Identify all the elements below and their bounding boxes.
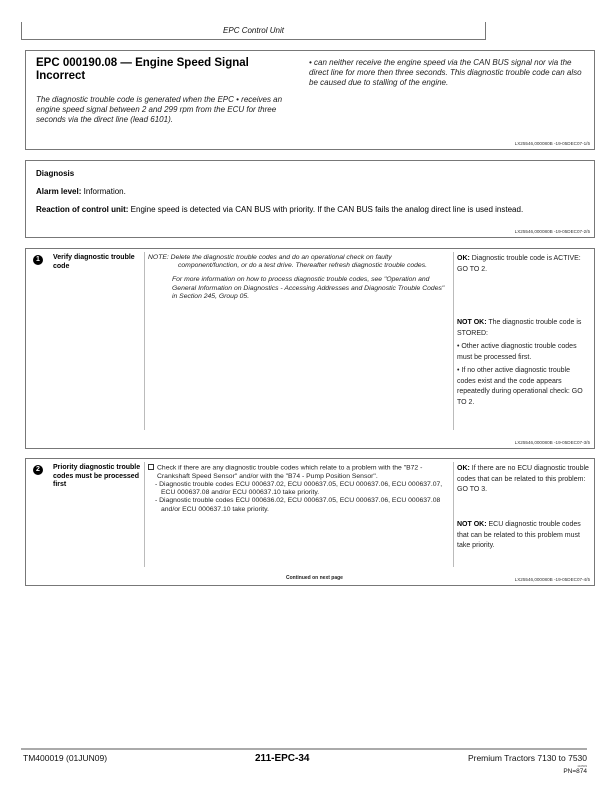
step-1-box <box>25 248 595 449</box>
column-divider <box>144 252 145 430</box>
diagnosis-box <box>25 160 595 238</box>
not-ok-bullet: • If no other active diagnostic trouble codes exist and the code appears repeatedly during operational check: GO TO 2. <box>457 367 583 406</box>
continued-notice: Continued on next page <box>286 575 343 581</box>
footer-page-number: 211-EPC-34 <box>255 753 310 764</box>
note-more-info: For more information on how to process diagnostic trouble codes, see "Operation and General Information on Diagnostics - Accessing Addresses and Diagnostic Trouble Codes" in Section 245, Group 05. <box>172 276 445 300</box>
check-item <box>148 464 450 481</box>
not-ok-text: The diagnostic trouble code is STORED: <box>457 319 582 337</box>
ok-text: If there are no ECU diagnostic trouble codes that can be related to this problem: GO TO 3. <box>457 465 589 493</box>
column-divider <box>144 462 145 567</box>
footer-tiny-code: 110509 <box>577 764 587 768</box>
page-header-title: EPC Control Unit <box>223 26 284 35</box>
dtc-description-right: • can neither receive the engine speed via the CAN BUS signal nor via the direct line for more then three seconds. This diagnostic trouble code can also be caused due to stalling of the engine. <box>309 58 582 88</box>
sub-item: - Diagnostic trouble codes ECU 000637.02, ECU 000637.05, ECU 000637.06, ECU 000637.07, ECU 000637.08 and/or ECU 000637.10 take priority. <box>155 480 443 497</box>
not-ok-bullet: • Other active diagnostic trouble codes must be processed first. <box>457 343 577 361</box>
alarm-level-line <box>36 187 581 197</box>
dtc-description-left: The diagnostic trouble code is generated when the EPC • receives an engine speed signal between 2 and 299 rpm from the ECU for three seconds via the direct line (lead 6101). <box>36 95 283 125</box>
column-divider <box>453 252 454 430</box>
alarm-level-label: Alarm level: <box>36 187 82 196</box>
step-number-badge: 2 <box>33 465 43 475</box>
note-text: NOTE: Delete the diagnostic trouble codes and do an operational check on faulty component/function, or do a test drive. Thereafter refresh diagnostic trouble codes. <box>148 254 427 270</box>
step-instructions <box>148 464 450 514</box>
ok-label: OK: <box>457 255 470 262</box>
not-ok-label: NOT OK: <box>457 319 487 326</box>
diagnosis-heading: Diagnosis <box>36 169 75 178</box>
footer-pn: PN=874 <box>563 768 587 775</box>
checkbox-icon <box>148 464 154 470</box>
ok-text: Diagnostic trouble code is ACTIVE: GO TO 2. <box>457 255 581 273</box>
reference-code: LX25546,000080B -19-05DEC07-2/5 <box>514 229 590 234</box>
step-note <box>148 254 450 301</box>
footer-rule <box>21 748 587 750</box>
not-ok-result <box>457 520 589 552</box>
step-2-box <box>25 458 595 586</box>
reaction-line <box>36 205 581 215</box>
ok-result <box>457 464 589 496</box>
footer-product: Premium Tractors 7130 to 7530 <box>467 753 587 763</box>
step-title: Priority diagnostic trouble codes must be processed first <box>53 464 141 488</box>
reaction-value: Engine speed is detected via CAN BUS with priority. If the CAN BUS fails the analog direct line is used instead. <box>130 205 524 214</box>
alarm-level-value: Information. <box>83 187 126 196</box>
reference-code: LX25546,000080B -19-05DEC07-3/5 <box>514 440 590 445</box>
column-divider <box>453 462 454 567</box>
dtc-title: EPC 000190.08 — Engine Speed Signal Incorrect <box>36 57 249 82</box>
step-number-badge: 1 <box>33 255 43 265</box>
reference-code: LX25546,000080B -19-05DEC07-1/5 <box>514 141 590 146</box>
not-ok-label: NOT OK: <box>457 521 487 528</box>
ok-result <box>457 254 589 275</box>
reference-code: LX25546,000080B -19-05DEC07-4/5 <box>514 577 590 582</box>
sub-item: - Diagnostic trouble codes ECU 000636.02, ECU 000637.05, ECU 000637.06, ECU 000637.08 and/or ECU 000637.10 take priority. <box>155 497 441 513</box>
check-text: Check if there are any diagnostic trouble codes which relate to a problem with the "B72 - Crankshaft Speed Sensor" and/or with the "B74 - Pump Position Sensor". <box>157 464 423 480</box>
ok-label: OK: <box>457 465 470 472</box>
reaction-label: Reaction of control unit: <box>36 205 129 214</box>
not-ok-result <box>457 318 589 408</box>
footer-doc-id: TM400019 (01JUN09) <box>23 753 108 763</box>
dtc-intro-box <box>25 50 595 150</box>
step-title: Verify diagnostic trouble code <box>53 254 135 270</box>
not-ok-text: ECU diagnostic trouble codes that can be related to this problem must take priority. <box>457 521 581 549</box>
